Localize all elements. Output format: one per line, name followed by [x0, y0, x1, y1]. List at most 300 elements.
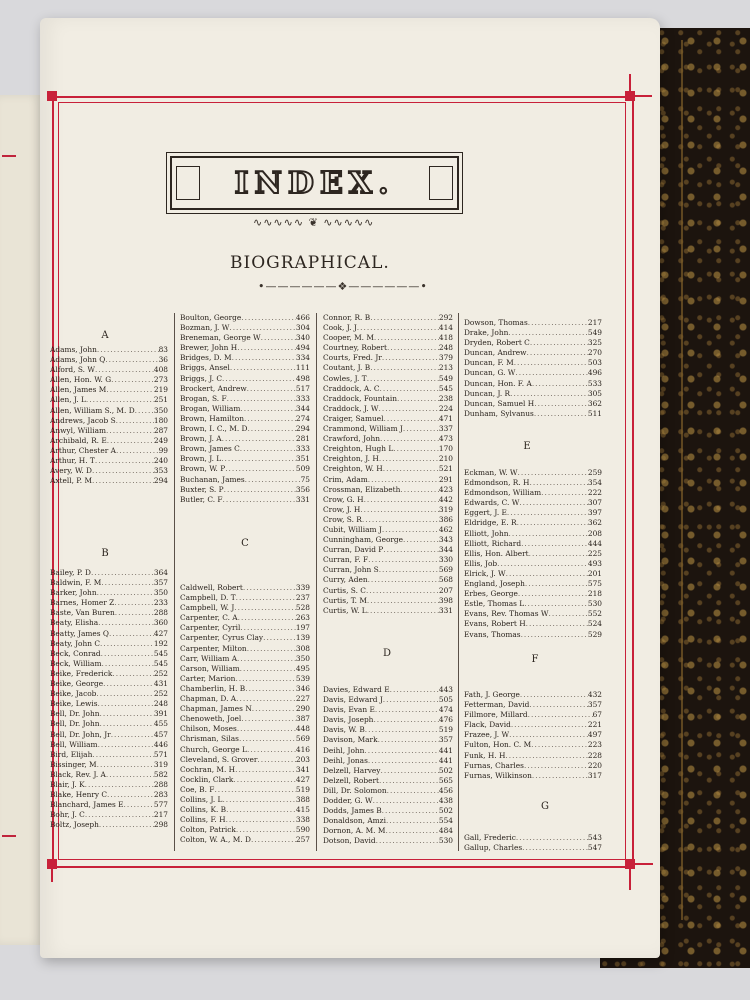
index-entry: [180, 825, 310, 835]
entry-page-number: 170: [438, 444, 453, 454]
entry-page-number: 221: [587, 720, 602, 730]
dot-leader: [383, 414, 438, 424]
index-entry: [323, 505, 453, 515]
entry-name: Bell, Dr. John: [50, 719, 100, 729]
dot-leader: [124, 800, 154, 810]
entry-page-number: 497: [587, 730, 602, 740]
index-entry: [323, 596, 453, 606]
entry-page-number: 213: [438, 363, 453, 373]
index-entry: [323, 766, 453, 776]
dot-leader: [370, 313, 439, 323]
dot-leader: [379, 454, 439, 464]
entry-name: Delzell, Harvey: [323, 765, 381, 775]
entry-page-number: 237: [295, 593, 310, 603]
entry-name: Barnes, Homer Z: [50, 598, 115, 608]
index-entry: [323, 826, 453, 836]
entry-page-number: 75: [300, 474, 310, 484]
section-letter-c: C: [241, 538, 249, 549]
entry-name: Davis, Evan E: [323, 705, 375, 715]
dot-leader: [85, 780, 154, 790]
entry-page-number: 288: [153, 608, 168, 618]
entry-page-number: 290: [295, 704, 310, 714]
index-entry: [180, 464, 310, 474]
index-entry: [180, 714, 310, 724]
entry-page-number: 339: [295, 583, 310, 592]
dot-leader: [531, 740, 588, 750]
entry-name: Crossman, Elizabeth: [323, 484, 401, 494]
entry-name: Drake, John: [464, 328, 509, 338]
entry-page-number: 343: [438, 535, 453, 545]
index-entry: [323, 725, 453, 735]
entry-page-number: 305: [587, 388, 602, 398]
index-entry: [464, 761, 602, 771]
dot-leader: [221, 454, 296, 464]
dot-leader: [382, 525, 439, 535]
section-letter-e: E: [523, 441, 531, 452]
entry-page-number: 111: [295, 363, 310, 373]
entry-name: England, Joseph: [464, 579, 525, 589]
index-entry: [323, 394, 453, 404]
frame-tick: [51, 864, 53, 882]
dot-leader: [226, 815, 296, 825]
dot-leader: [116, 416, 154, 426]
entry-page-number: 415: [295, 805, 310, 815]
entry-name: Davis, Joseph: [323, 715, 374, 725]
entry-page-number: 344: [295, 403, 310, 413]
index-entry: [464, 843, 602, 853]
index-entry: [464, 318, 602, 328]
dot-leader: [95, 456, 154, 466]
entry-name: Gall, Frederic: [464, 833, 516, 842]
entry-name: Beike, George: [50, 679, 104, 689]
entry-page-number: 549: [438, 373, 453, 383]
index-entry: [180, 765, 310, 775]
index-entry: [180, 485, 310, 495]
entry-name: Craddock, J. W: [323, 403, 379, 413]
index-entry: [323, 313, 453, 323]
entry-page-number: 549: [587, 328, 602, 338]
entry-name: Butler, C. F: [180, 494, 223, 504]
entry-name: Bridges, D. M: [180, 353, 232, 363]
entry-page-number: 456: [438, 785, 453, 795]
entry-name: Cochran, M. H: [180, 764, 236, 774]
index-entry: [180, 775, 310, 785]
entry-page-number: 353: [153, 466, 168, 476]
entry-page-number: 287: [153, 425, 168, 435]
index-entry: [464, 328, 602, 338]
entry-name: Colton, W. A., M. D: [180, 835, 251, 845]
index-entry: [464, 833, 602, 843]
entry-page-number: 223: [587, 740, 602, 750]
entry-page-number: 360: [153, 618, 168, 628]
entry-page-number: 443: [438, 685, 453, 694]
index-entry: [464, 389, 602, 399]
entry-page-number: 438: [438, 796, 453, 806]
entry-name: Crammond, William J: [323, 424, 403, 434]
entry-name: Allen, Hon. W. G: [50, 375, 112, 385]
entry-name: Blake, Henry C: [50, 790, 108, 800]
entry-name: Brogan, S. F: [180, 393, 227, 403]
dot-leader: [261, 333, 296, 343]
dot-leader: [403, 535, 439, 545]
frame-tick: [629, 863, 653, 865]
entry-page-number: 346: [295, 683, 310, 693]
index-entry: [50, 385, 168, 395]
entry-name: Davis, W. B: [323, 725, 365, 735]
index-entry: [323, 414, 453, 424]
entry-page-number: 473: [438, 434, 453, 444]
entry-name: Curtis, S. C: [323, 585, 366, 595]
entry-page-number: 530: [587, 599, 602, 609]
index-entry: [464, 518, 602, 528]
entry-page-number: 495: [295, 663, 310, 673]
dot-leader: [105, 355, 158, 365]
dot-leader: [100, 719, 154, 729]
entry-name: Curtis, T. M: [323, 595, 367, 605]
index-entry: [464, 751, 602, 761]
entry-page-number: 493: [587, 558, 602, 568]
dot-leader: [234, 603, 296, 613]
dot-leader: [517, 468, 587, 478]
entry-name: Arthur, H. T: [50, 456, 95, 466]
dot-leader: [135, 406, 154, 416]
entry-name: Davies, Edward E: [323, 685, 390, 694]
entry-page-number: 83: [158, 345, 168, 354]
entry-page-number: 498: [295, 373, 310, 383]
entry-name: Boulton, George: [180, 313, 242, 322]
flourish-ornament: •——————❖——————•: [258, 280, 428, 293]
dot-leader: [222, 434, 296, 444]
index-entry: [180, 664, 310, 674]
dot-leader: [382, 353, 439, 363]
entry-page-number: 387: [295, 714, 310, 724]
entry-page-number: 331: [438, 605, 453, 615]
dot-leader: [528, 710, 593, 720]
page-title: INDEX.: [234, 165, 395, 201]
entry-page-number: 217: [587, 318, 602, 327]
index-entry: [50, 345, 168, 355]
entry-name: Edmondson, William: [464, 488, 542, 498]
entry-page-number: 354: [587, 478, 602, 488]
entry-page-number: 67: [592, 710, 602, 720]
entry-name: Chenoweth, Joel: [180, 714, 242, 724]
dot-leader: [387, 786, 439, 796]
dot-leader: [98, 618, 154, 628]
entry-page-number: 222: [587, 488, 602, 498]
entry-page-number: 270: [587, 348, 602, 358]
entry-name: Bell, William: [50, 739, 98, 749]
index-entry: [464, 498, 602, 508]
dot-leader: [366, 586, 439, 596]
entry-name: Duncan, J. R: [464, 388, 511, 398]
entry-page-number: 427: [295, 774, 310, 784]
entry-name: Crow, G. H: [323, 494, 364, 504]
index-entry: [180, 654, 310, 664]
index-entry: [464, 730, 602, 740]
index-entry: [50, 446, 168, 456]
index-column-g: [464, 833, 602, 853]
index-entry: [323, 363, 453, 373]
entry-page-number: 283: [153, 790, 168, 800]
entry-page-number: 331: [295, 494, 310, 504]
entry-name: Fillmore, Millard: [464, 710, 528, 720]
entry-name: Chapman, D. A: [180, 694, 237, 704]
frame-tick: [630, 95, 652, 97]
index-entry: [323, 606, 453, 616]
index-entry: [180, 785, 310, 795]
index-entry: [180, 704, 310, 714]
entry-page-number: 448: [295, 724, 310, 734]
section-letter-b: B: [101, 548, 109, 559]
dot-leader: [514, 358, 588, 368]
dot-leader: [525, 579, 588, 589]
entry-page-number: 307: [587, 498, 602, 508]
entry-page-number: 474: [438, 705, 453, 715]
section-letter-g: G: [541, 801, 549, 812]
entry-name: Curry, Aden: [323, 575, 368, 585]
section-letter-f: F: [531, 654, 539, 665]
dot-leader: [524, 761, 588, 771]
entry-page-number: 408: [153, 365, 168, 375]
index-entry: [50, 679, 168, 689]
entry-page-number: 319: [153, 759, 168, 769]
index-entry: [323, 444, 453, 454]
index-entry: [323, 525, 453, 535]
entry-page-number: 496: [587, 368, 602, 378]
entry-page-number: 476: [438, 715, 453, 725]
dot-leader: [380, 434, 439, 444]
index-entry: [180, 745, 310, 755]
dot-leader: [497, 559, 588, 569]
dot-leader: [116, 446, 159, 456]
entry-page-number: 471: [438, 413, 453, 423]
entry-page-number: 337: [438, 424, 453, 434]
index-entry: [464, 579, 602, 589]
entry-name: Brogan, William: [180, 403, 241, 413]
entry-name: Furnas, Charles: [464, 760, 524, 770]
entry-name: Evans, Robert H: [464, 619, 526, 629]
dot-leader: [236, 593, 296, 603]
dot-leader: [534, 399, 588, 409]
dot-leader: [243, 583, 296, 593]
entry-name: Church, George L: [180, 744, 247, 754]
entry-name: Craddock, Fountain: [323, 393, 398, 403]
index-entry: [180, 613, 310, 623]
entry-name: Cunningham, George: [323, 535, 404, 545]
entry-page-number: 220: [587, 760, 602, 770]
index-entry: [180, 835, 310, 845]
dot-leader: [233, 775, 296, 785]
entry-name: Campbell, D. T: [180, 593, 236, 603]
index-entry: [323, 555, 453, 565]
entry-page-number: 391: [153, 709, 168, 719]
index-entry: [50, 719, 168, 729]
index-entry: [323, 565, 453, 575]
index-entry: [180, 795, 310, 805]
entry-page-number: 565: [438, 775, 453, 785]
dot-leader: [245, 684, 296, 694]
entry-name: Craiger, Samuel: [323, 413, 384, 423]
entry-name: Crow, J. H: [323, 504, 361, 514]
index-entry: [464, 690, 602, 700]
entry-name: Coutant, J. B: [323, 363, 371, 373]
entry-page-number: 519: [295, 784, 310, 794]
entry-name: Fulton, Hon. C. M: [464, 740, 532, 750]
entry-name: Cooper, M. M: [323, 333, 374, 343]
entry-name: Ellis, Job: [464, 558, 498, 568]
dot-leader: [379, 776, 439, 786]
dot-leader: [114, 598, 154, 608]
entry-name: Eckman, W. W: [464, 468, 518, 477]
entry-name: Creighton, Hugh L: [323, 444, 394, 454]
dot-leader: [518, 589, 588, 599]
dot-leader: [100, 709, 154, 719]
dot-leader: [368, 475, 439, 485]
index-entry: [180, 394, 310, 404]
index-entry: [50, 780, 168, 790]
entry-name: Chilson, Moses: [180, 724, 237, 734]
dot-leader: [247, 745, 296, 755]
entry-page-number: 218: [587, 589, 602, 599]
index-entry: [50, 669, 168, 679]
entry-page-number: 308: [295, 643, 310, 653]
index-entry: [180, 444, 310, 454]
entry-page-number: 334: [295, 353, 310, 363]
index-entry: [464, 529, 602, 539]
entry-name: Crawford, John: [323, 434, 380, 444]
index-entry: [50, 365, 168, 375]
entry-name: Bohr, J. C: [50, 810, 85, 820]
dot-leader: [240, 404, 296, 414]
dot-leader: [111, 375, 154, 385]
index-entry: [323, 806, 453, 816]
entry-name: Carpenter, Cyrus Clay: [180, 633, 264, 643]
index-column-c1: [180, 583, 310, 845]
index-entry: [464, 589, 602, 599]
entry-page-number: 397: [587, 508, 602, 518]
index-entry: [180, 434, 310, 444]
dot-leader: [506, 569, 588, 579]
dot-leader: [530, 338, 588, 348]
entry-page-number: 252: [153, 689, 168, 699]
index-entry: [464, 399, 602, 409]
dot-leader: [241, 714, 296, 724]
page-subtitle: BIOGRAPHICAL.: [230, 253, 390, 273]
entry-page-number: 340: [295, 333, 310, 343]
index-entry: [50, 790, 168, 800]
entry-page-number: 362: [587, 398, 602, 408]
dot-leader: [374, 333, 439, 343]
dot-leader: [373, 796, 439, 806]
index-entry: [323, 353, 453, 363]
index-entry: [50, 416, 168, 426]
index-entry: [50, 629, 168, 639]
entry-name: Briggs, J. C: [180, 373, 223, 383]
index-entry: [464, 771, 602, 781]
entry-name: Dryden, Robert C: [464, 338, 530, 348]
entry-name: Chamberlin, H. B: [180, 683, 246, 693]
dot-leader: [529, 478, 587, 488]
index-entry: [323, 575, 453, 585]
entry-name: Edmondson, R. H: [464, 478, 530, 488]
dot-leader: [96, 689, 153, 699]
entry-name: Beatty, James Q: [50, 628, 109, 638]
entry-page-number: 545: [438, 383, 453, 393]
entry-name: Carter, Marion: [180, 673, 236, 683]
dot-leader: [225, 464, 296, 474]
entry-name: Curran, David P: [323, 545, 384, 555]
entry-page-number: 442: [438, 494, 453, 504]
dot-leader: [86, 395, 154, 405]
frame-tick: [629, 868, 631, 890]
entry-page-number: 530: [438, 836, 453, 846]
entry-page-number: 511: [587, 408, 602, 418]
dot-leader: [517, 518, 588, 528]
entry-page-number: 519: [438, 725, 453, 735]
index-entry: [323, 705, 453, 715]
dot-leader: [368, 575, 439, 585]
entry-name: Crow, S. R: [323, 514, 362, 524]
entry-page-number: 225: [587, 548, 602, 558]
entry-name: Allen, J. L: [50, 395, 86, 405]
left-page-red-mark: [2, 155, 16, 157]
entry-page-number: 99: [158, 445, 168, 455]
dot-leader: [232, 353, 296, 363]
dot-leader: [237, 654, 296, 664]
entry-page-number: 208: [587, 528, 602, 538]
index-entry: [323, 404, 453, 414]
dot-leader: [101, 578, 154, 588]
entry-page-number: 509: [295, 464, 310, 474]
entry-page-number: 362: [587, 518, 602, 528]
index-entry: [323, 685, 453, 695]
entry-page-number: 446: [153, 739, 168, 749]
entry-name: Deihl, John: [323, 745, 365, 755]
dot-leader: [508, 328, 588, 338]
entry-page-number: 317: [587, 770, 602, 780]
entry-page-number: 240: [153, 456, 168, 466]
entry-name: Baldwin, F. M: [50, 578, 102, 588]
entry-name: Bozman, J. W: [180, 323, 230, 333]
entry-page-number: 36: [158, 355, 168, 365]
entry-name: Colton, Patrick: [180, 825, 236, 835]
index-entry: [180, 684, 310, 694]
entry-page-number: 357: [438, 735, 453, 745]
index-entry: [323, 323, 453, 333]
index-entry: [464, 348, 602, 358]
entry-page-number: 494: [295, 343, 310, 353]
dot-leader: [223, 495, 296, 505]
entry-page-number: 554: [438, 816, 453, 826]
entry-page-number: 350: [153, 588, 168, 598]
entry-name: Bird, Elijah: [50, 749, 93, 759]
index-entry: [464, 488, 602, 498]
dot-leader: [99, 820, 154, 830]
entry-page-number: 533: [587, 378, 602, 388]
entry-page-number: 288: [153, 779, 168, 789]
dot-leader: [403, 424, 439, 434]
entry-page-number: 219: [153, 385, 168, 395]
entry-page-number: 462: [438, 524, 453, 534]
entry-page-number: 571: [153, 749, 168, 759]
dot-leader: [237, 724, 296, 734]
index-entry: [180, 353, 310, 363]
index-column-b1: [50, 568, 168, 830]
dot-leader: [92, 476, 154, 486]
index-entry: [180, 805, 310, 815]
dot-leader: [364, 746, 438, 756]
entry-name: Flack, David: [464, 720, 511, 730]
